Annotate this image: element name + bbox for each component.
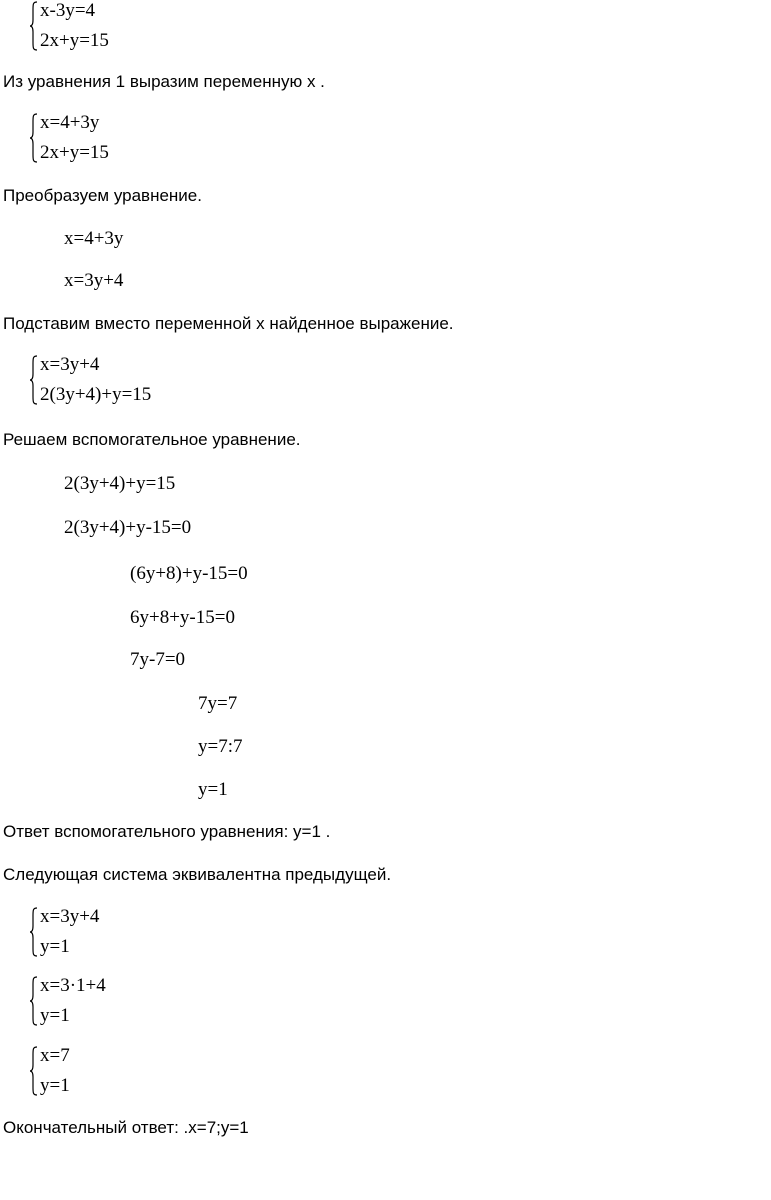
- paragraph-4: Решаем вспомогательное уравнение.: [3, 430, 301, 449]
- paragraph-6: Следующая система эквивалентна предыдущей.: [3, 865, 392, 884]
- paragraph-7: Окончательный ответ: .x=7;y=1: [3, 1118, 249, 1137]
- system-1: [30, 0, 170, 52]
- system-1-line-2: 2x+y=15: [40, 30, 109, 51]
- equation-9: y=7:7: [198, 736, 243, 757]
- equation-6: 6y+8+y-15=0: [130, 607, 235, 628]
- paragraph-2: Преобразуем уравнение.: [3, 186, 202, 205]
- equation-2: x=3y+4: [64, 270, 124, 291]
- system-4-line-1: x=3y+4: [40, 906, 100, 927]
- system-4: [30, 906, 170, 958]
- system-6-line-2: y=1: [40, 1075, 70, 1096]
- paragraph-5: Ответ вспомогательного уравнения: y=1 .: [3, 822, 331, 841]
- system-5-line-1: x=3·1+4: [40, 975, 106, 996]
- equation-8: 7y=7: [198, 693, 238, 714]
- system-3-line-1: x=3y+4: [40, 354, 100, 375]
- system-5: [30, 975, 170, 1027]
- curly-brace-icon: [30, 0, 38, 52]
- curly-brace-icon: [30, 354, 38, 406]
- system-4-line-2: y=1: [40, 936, 70, 957]
- paragraph-1: Из уравнения 1 выразим переменную x .: [3, 72, 325, 91]
- curly-brace-icon: [30, 1045, 38, 1097]
- equation-3: 2(3y+4)+y=15: [64, 473, 176, 494]
- curly-brace-icon: [30, 975, 38, 1027]
- equation-1: x=4+3y: [64, 228, 124, 249]
- system-2-line-2: 2x+y=15: [40, 142, 109, 163]
- paragraph-3: Подставим вместо переменной x найденное выражение.: [3, 314, 454, 333]
- curly-brace-icon: [30, 906, 38, 958]
- equation-7: 7y-7=0: [130, 649, 186, 670]
- system-3-line-2: 2(3y+4)+y=15: [40, 384, 152, 405]
- equation-10: y=1: [198, 779, 228, 800]
- system-5-line-2: y=1: [40, 1005, 70, 1026]
- system-3: [30, 354, 190, 406]
- system-1-line-1: x-3y=4: [40, 0, 96, 21]
- system-6-line-1: x=7: [40, 1045, 70, 1066]
- curly-brace-icon: [30, 112, 38, 164]
- equation-5: (6y+8)+y-15=0: [130, 563, 248, 584]
- system-2-line-1: x=4+3y: [40, 112, 100, 133]
- system-6: [30, 1045, 170, 1097]
- equation-4: 2(3y+4)+y-15=0: [64, 517, 192, 538]
- system-2: [30, 112, 170, 164]
